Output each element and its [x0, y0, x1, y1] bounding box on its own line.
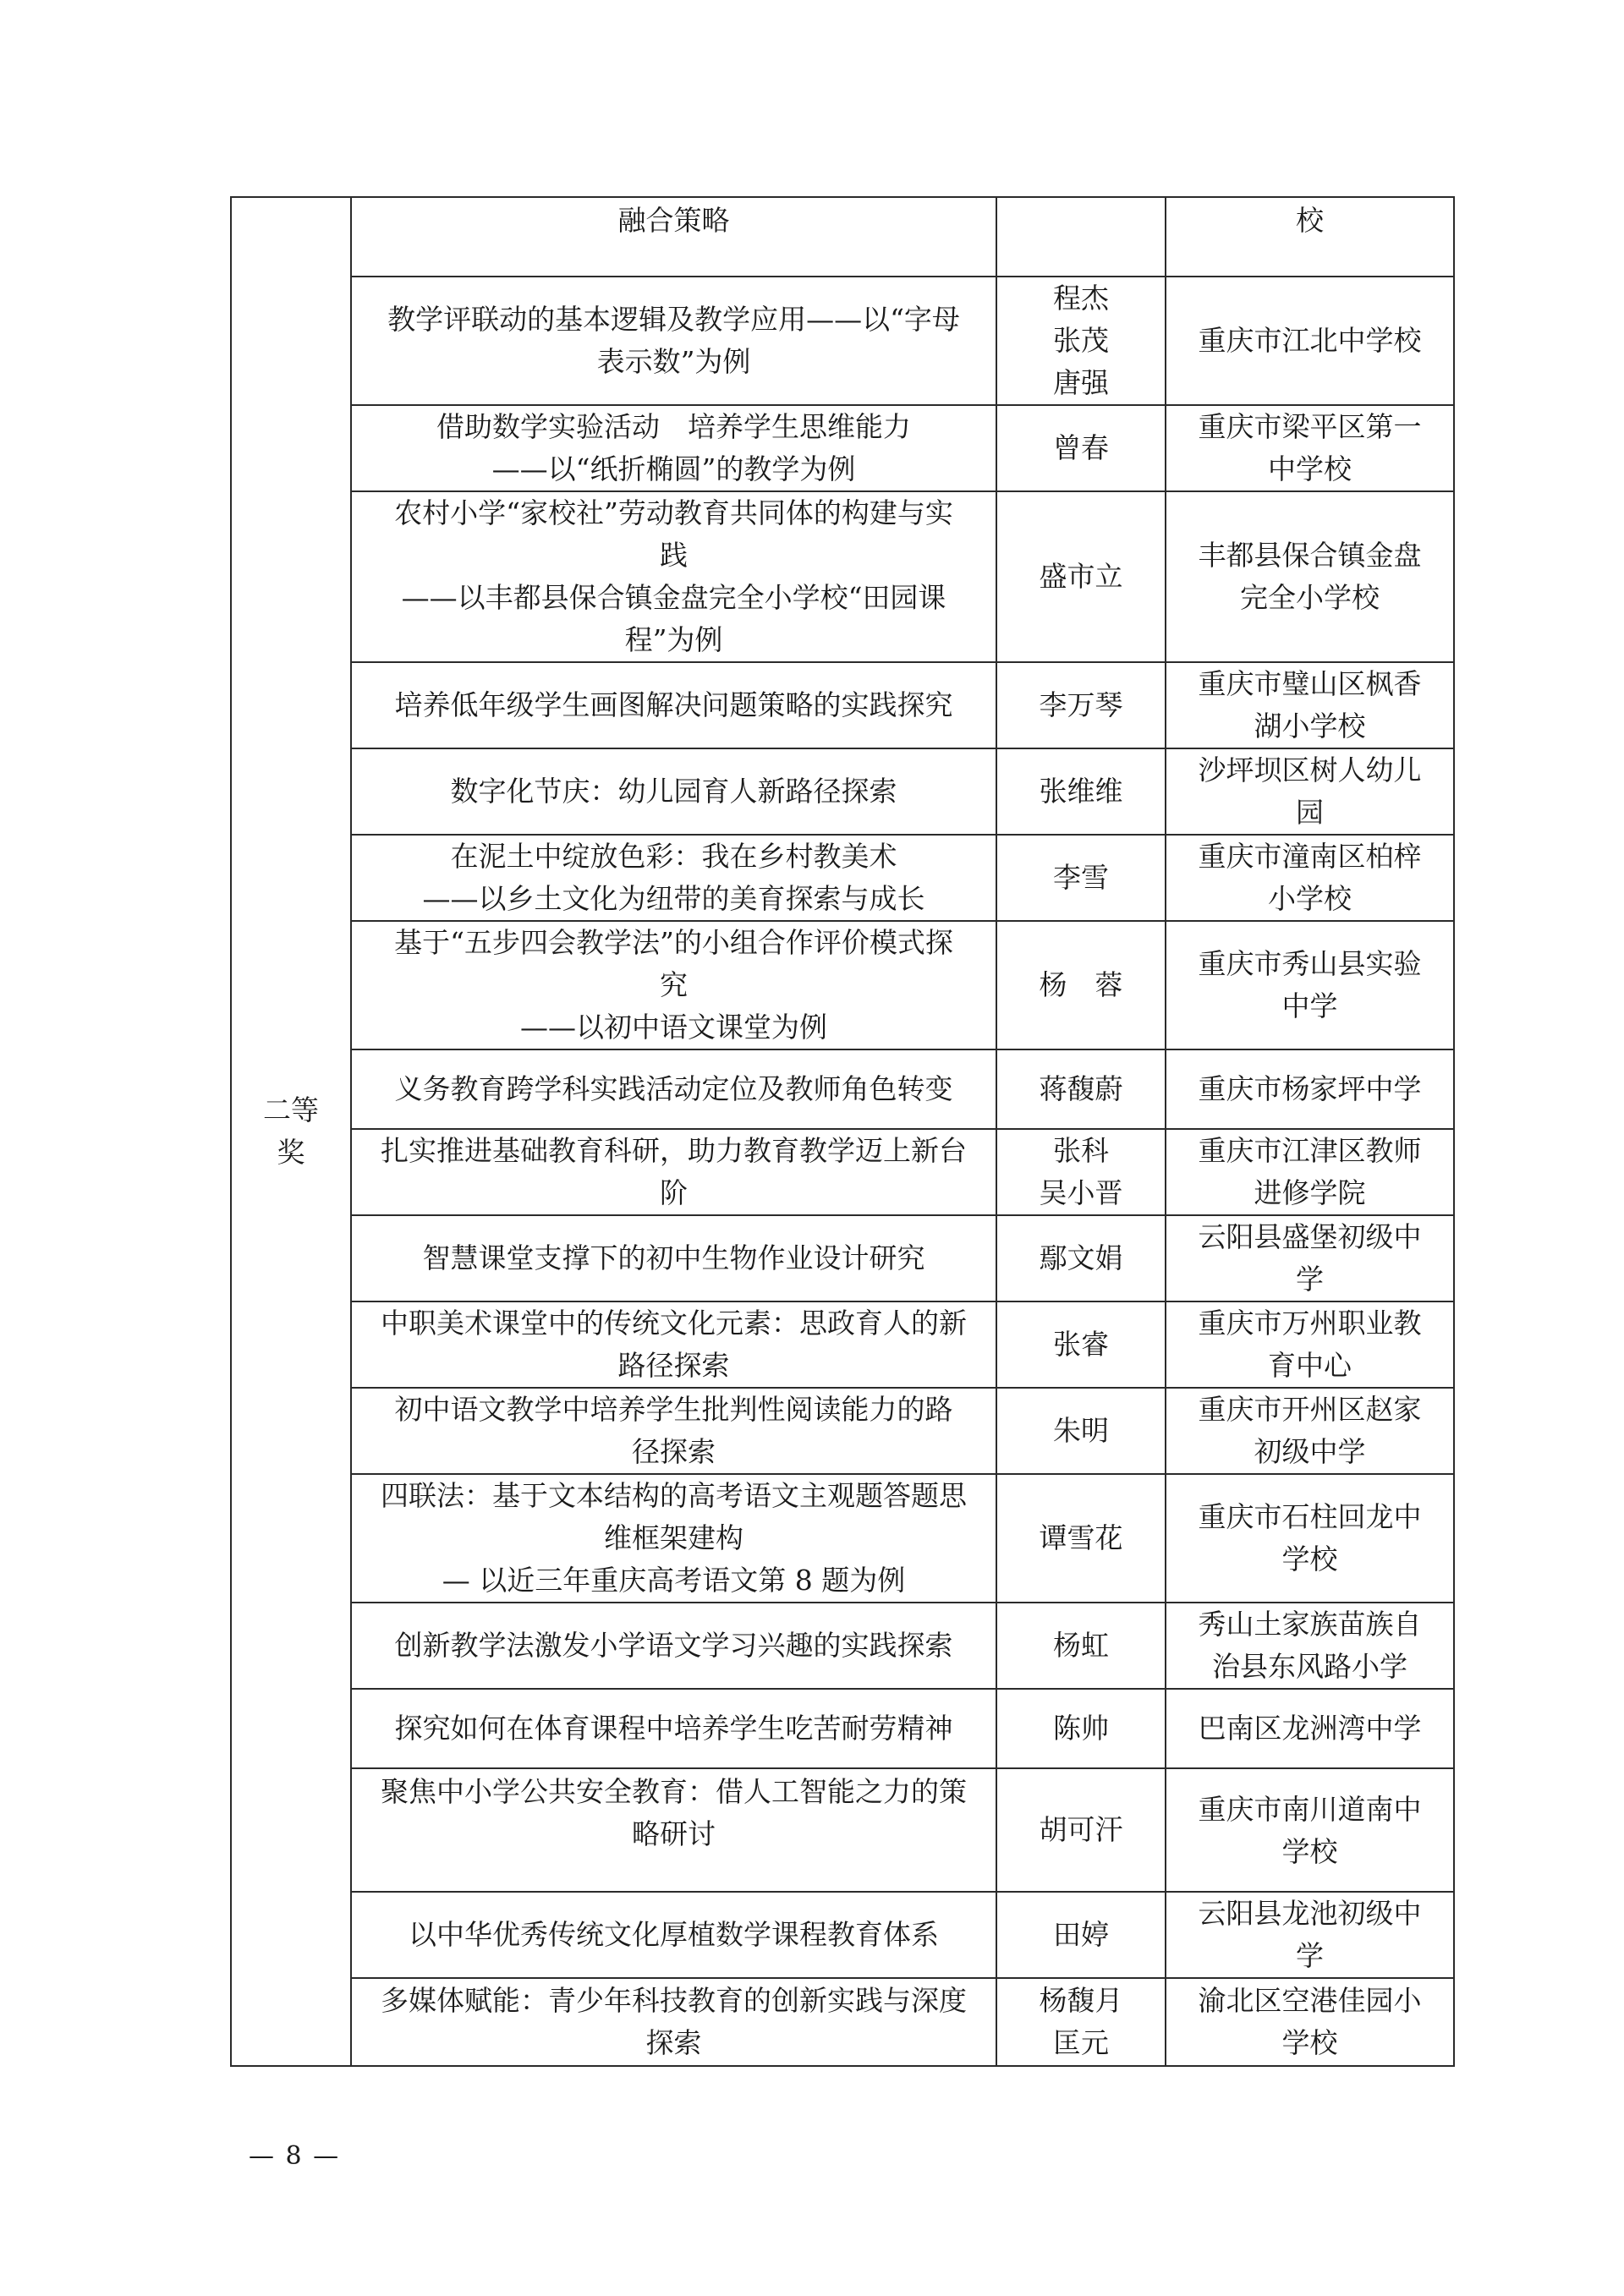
paper-title-cell: 农村小学“家校社”劳动教育共同体的构建与实 践 ——以丰都县保合镇金盘完全小学校“田园课 程”为例: [351, 491, 996, 662]
paper-title-cell: 多媒体赋能：青少年科技教育的创新实践与深度 探索: [351, 1978, 996, 2066]
paper-title-cell: 借助数学实验活动 培养学生思维能力 ——以“纸折椭圆”的教学为例: [351, 405, 996, 491]
table-row: [231, 277, 1454, 405]
paper-title-cell: 创新教学法激发小学语文学习兴趣的实践探索: [351, 1603, 996, 1689]
school-cell: 沙坪坝区树人幼儿 园: [1166, 748, 1454, 835]
table-row: [231, 197, 1454, 277]
paper-title-cell: 四联法：基于文本结构的高考语文主观题答题思 维框架建构 — 以近三年重庆高考语文第 8 题为例: [351, 1474, 996, 1603]
school-cell: 重庆市江北中学校: [1166, 277, 1454, 405]
author-cell: 李雪: [996, 835, 1166, 921]
school-cell: 秀山土家族苗族自 治县东风路小学: [1166, 1603, 1454, 1689]
table-row: [231, 748, 1454, 835]
author-cell: 程杰 张茂 唐强: [996, 277, 1166, 405]
school-cell: 重庆市杨家坪中学: [1166, 1049, 1454, 1129]
table-row: [231, 405, 1454, 491]
award-table-body: [231, 197, 1454, 2066]
author-cell: 盛市立: [996, 491, 1166, 662]
table-row: [231, 662, 1454, 748]
paper-title-cell: 以中华优秀传统文化厚植数学课程教育体系: [351, 1892, 996, 1978]
table-row: [231, 1689, 1454, 1768]
paper-title-cell: 探究如何在体育课程中培养学生吃苦耐劳精神: [351, 1689, 996, 1768]
paper-title-cell: 扎实推进基础教育科研，助力教育教学迈上新台 阶: [351, 1129, 996, 1215]
award-rank-cell: 二等 奖: [231, 197, 351, 2066]
school-cell: 重庆市秀山县实验 中学: [1166, 921, 1454, 1049]
page-number: — 8 —: [249, 2141, 341, 2171]
author-cell: [996, 197, 1166, 277]
table-row: [231, 1474, 1454, 1603]
school-cell: 校: [1166, 197, 1454, 277]
paper-title-cell: 融合策略: [351, 197, 996, 277]
table-row: [231, 921, 1454, 1049]
school-cell: 丰都县保合镇金盘 完全小学校: [1166, 491, 1454, 662]
paper-title-cell: 初中语文教学中培养学生批判性阅读能力的路 径探索: [351, 1388, 996, 1474]
table-row: [231, 1892, 1454, 1978]
school-cell: 渝北区空港佳园小 学校: [1166, 1978, 1454, 2066]
table-row: [231, 1978, 1454, 2066]
paper-title-cell: 培养低年级学生画图解决问题策略的实践探究: [351, 662, 996, 748]
school-cell: 重庆市璧山区枫香 湖小学校: [1166, 662, 1454, 748]
author-cell: 谭雪花: [996, 1474, 1166, 1603]
award-table: [230, 196, 1455, 2067]
paper-title-cell: 义务教育跨学科实践活动定位及教师角色转变: [351, 1049, 996, 1129]
school-cell: 重庆市梁平区第一 中学校: [1166, 405, 1454, 491]
author-cell: 朱明: [996, 1388, 1166, 1474]
author-cell: 杨虹: [996, 1603, 1166, 1689]
school-cell: 云阳县龙池初级中 学: [1166, 1892, 1454, 1978]
school-cell: 重庆市开州区赵家 初级中学: [1166, 1388, 1454, 1474]
author-cell: 杨 蓉: [996, 921, 1166, 1049]
school-cell: 重庆市江津区教师 进修学院: [1166, 1129, 1454, 1215]
school-cell: 重庆市潼南区柏梓 小学校: [1166, 835, 1454, 921]
author-cell: 张维维: [996, 748, 1166, 835]
school-cell: 巴南区龙洲湾中学: [1166, 1689, 1454, 1768]
school-cell: 重庆市万州职业教 育中心: [1166, 1301, 1454, 1388]
school-cell: 重庆市南川道南中 学校: [1166, 1768, 1454, 1892]
school-cell: 云阳县盛堡初级中 学: [1166, 1215, 1454, 1301]
table-row: [231, 835, 1454, 921]
author-cell: 张睿: [996, 1301, 1166, 1388]
school-cell: 重庆市石柱回龙中 学校: [1166, 1474, 1454, 1603]
author-cell: 田婷: [996, 1892, 1166, 1978]
paper-title-cell: 智慧课堂支撑下的初中生物作业设计研究: [351, 1215, 996, 1301]
table-row: [231, 1768, 1454, 1892]
paper-title-cell: 数字化节庆：幼儿园育人新路径探索: [351, 748, 996, 835]
author-cell: 曾春: [996, 405, 1166, 491]
author-cell: 蒋馥蔚: [996, 1049, 1166, 1129]
author-cell: 陈帅: [996, 1689, 1166, 1768]
paper-title-cell: 在泥土中绽放色彩：我在乡村教美术 ——以乡土文化为纽带的美育探索与成长: [351, 835, 996, 921]
author-cell: 李万琴: [996, 662, 1166, 748]
table-row: [231, 1049, 1454, 1129]
author-cell: 胡可汗: [996, 1768, 1166, 1892]
author-cell: 杨馥月 匡元: [996, 1978, 1166, 2066]
table-row: [231, 1129, 1454, 1215]
table-row: [231, 1603, 1454, 1689]
table-row: [231, 1301, 1454, 1388]
table-row: [231, 1215, 1454, 1301]
paper-title-cell: 基于“五步四会教学法”的小组合作评价模式探 究 ——以初中语文课堂为例: [351, 921, 996, 1049]
paper-title-cell: 教学评联动的基本逻辑及教学应用——以“字母 表示数”为例: [351, 277, 996, 405]
author-cell: 张科 吴小晋: [996, 1129, 1166, 1215]
paper-title-cell: 中职美术课堂中的传统文化元素：思政育人的新 路径探索: [351, 1301, 996, 1388]
table-row: [231, 491, 1454, 662]
table-row: [231, 1388, 1454, 1474]
author-cell: 鄢文娟: [996, 1215, 1166, 1301]
paper-title-cell: 聚焦中小学公共安全教育：借人工智能之力的策 略研讨: [351, 1768, 996, 1892]
